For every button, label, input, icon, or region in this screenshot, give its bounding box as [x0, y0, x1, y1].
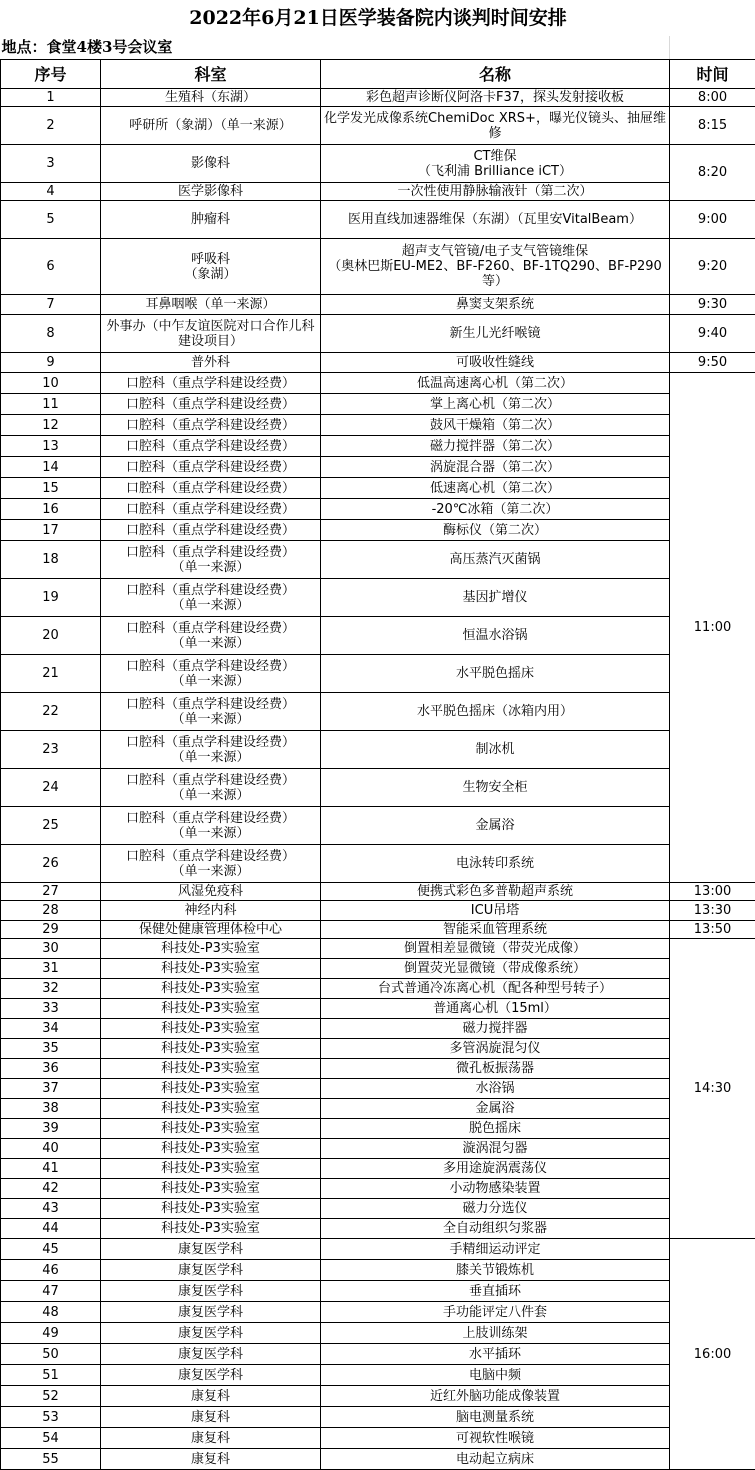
row-department[interactable]: 康复医学科	[101, 1239, 321, 1260]
row-time[interactable]: 9:40	[670, 315, 755, 353]
row-department[interactable]: 口腔科（重点学科建设经费）	[101, 415, 321, 436]
row-department[interactable]: 生殖科（东湖）	[101, 89, 321, 107]
row-number[interactable]: 7	[1, 295, 101, 315]
row-item-name[interactable]: 水浴锅	[321, 1079, 670, 1099]
row-number[interactable]: 5	[1, 201, 101, 239]
table-row	[1, 499, 755, 520]
row-item-name[interactable]: 超声支气管镜/电子支气管镜维保 （奥林巴斯EU-ME2、BF-F260、BF-1TQ290、BF-P290等）	[321, 239, 670, 295]
row-department[interactable]: 科技处-P3实验室	[101, 979, 321, 999]
table-row	[1, 1344, 755, 1365]
row-time[interactable]: 16:00	[670, 1239, 755, 1470]
row-number[interactable]: 52	[1, 1386, 101, 1407]
table-row	[1, 1407, 755, 1428]
row-number[interactable]: 13	[1, 436, 101, 457]
table-row	[1, 1019, 755, 1039]
table-row	[1, 145, 755, 183]
row-item-name[interactable]: 可吸收性缝线	[321, 353, 670, 373]
row-time[interactable]: 13:50	[670, 921, 755, 939]
table-row	[1, 979, 755, 999]
row-number[interactable]: 22	[1, 693, 101, 731]
row-item-name[interactable]: 电脑中频	[321, 1365, 670, 1386]
table-row	[1, 457, 755, 478]
table-row	[1, 1302, 755, 1323]
row-department[interactable]: 科技处-P3实验室	[101, 1039, 321, 1059]
row-department[interactable]: 口腔科（重点学科建设经费）	[101, 520, 321, 541]
row-item-name[interactable]: 鼻窦支架系统	[321, 295, 670, 315]
row-number[interactable]: 41	[1, 1159, 101, 1179]
row-department[interactable]: 科技处-P3实验室	[101, 1059, 321, 1079]
row-department[interactable]: 耳鼻咽喉（单一来源）	[101, 295, 321, 315]
row-department[interactable]: 影像科	[101, 145, 321, 183]
row-number[interactable]: 36	[1, 1059, 101, 1079]
row-number[interactable]: 26	[1, 845, 101, 883]
row-item-name[interactable]: 低温高速离心机（第二次）	[321, 373, 670, 394]
header-time[interactable]: 时间	[670, 60, 755, 89]
row-number[interactable]: 18	[1, 541, 101, 579]
row-item-name[interactable]: 倒置荧光显微镜（带成像系统）	[321, 959, 670, 979]
row-number[interactable]: 42	[1, 1179, 101, 1199]
row-item-name[interactable]: 生物安全柜	[321, 769, 670, 807]
row-department[interactable]: 科技处-P3实验室	[101, 1159, 321, 1179]
row-department[interactable]: 科技处-P3实验室	[101, 999, 321, 1019]
row-department[interactable]: 口腔科（重点学科建设经费）	[101, 499, 321, 520]
row-number[interactable]: 39	[1, 1119, 101, 1139]
row-time[interactable]: 9:50	[670, 353, 755, 373]
row-department[interactable]: 康复医学科	[101, 1323, 321, 1344]
row-number[interactable]: 51	[1, 1365, 101, 1386]
row-number[interactable]: 43	[1, 1199, 101, 1219]
row-number[interactable]: 20	[1, 617, 101, 655]
table-row	[1, 1386, 755, 1407]
row-number[interactable]: 28	[1, 901, 101, 921]
row-time[interactable]: 8:20	[670, 145, 755, 201]
table-row	[1, 731, 755, 769]
table-row	[1, 1428, 755, 1449]
table-row	[1, 520, 755, 541]
row-department[interactable]: 科技处-P3实验室	[101, 1099, 321, 1119]
table-row	[1, 478, 755, 499]
row-department[interactable]: 口腔科（重点学科建设经费）	[101, 394, 321, 415]
table-row	[1, 1139, 755, 1159]
row-item-name[interactable]: 化学发光成像系统ChemiDoc XRS+，曝光仪镜头、抽屉维修	[321, 107, 670, 145]
row-department[interactable]: 口腔科（重点学科建设经费）	[101, 436, 321, 457]
row-item-name[interactable]: 恒温水浴锅	[321, 617, 670, 655]
row-number[interactable]: 17	[1, 520, 101, 541]
row-number[interactable]: 15	[1, 478, 101, 499]
table-row	[1, 617, 755, 655]
row-number[interactable]: 35	[1, 1039, 101, 1059]
row-number[interactable]: 44	[1, 1219, 101, 1239]
row-item-name[interactable]: 可视软性喉镜	[321, 1428, 670, 1449]
row-time[interactable]: 8:00	[670, 89, 755, 107]
row-number[interactable]: 3	[1, 145, 101, 183]
row-department[interactable]: 口腔科（重点学科建设经费） （单一来源）	[101, 769, 321, 807]
row-time[interactable]: 9:30	[670, 295, 755, 315]
row-department[interactable]: 康复医学科	[101, 1260, 321, 1281]
row-number[interactable]: 38	[1, 1099, 101, 1119]
row-number[interactable]: 54	[1, 1428, 101, 1449]
table-row	[1, 201, 755, 239]
row-department[interactable]: 口腔科（重点学科建设经费） （单一来源）	[101, 845, 321, 883]
table-row	[1, 415, 755, 436]
row-time[interactable]: 13:00	[670, 883, 755, 901]
row-item-name[interactable]: 台式普通冷冻离心机（配各种型号转子）	[321, 979, 670, 999]
row-department[interactable]: 科技处-P3实验室	[101, 1019, 321, 1039]
table-row	[1, 1059, 755, 1079]
table-row	[1, 579, 755, 617]
row-department[interactable]: 口腔科（重点学科建设经费） （单一来源）	[101, 541, 321, 579]
table-row	[1, 1260, 755, 1281]
row-time[interactable]: 14:30	[670, 939, 755, 1239]
row-number[interactable]: 46	[1, 1260, 101, 1281]
row-item-name[interactable]: 低速离心机（第二次）	[321, 478, 670, 499]
table-row	[1, 239, 755, 295]
row-number[interactable]: 6	[1, 239, 101, 295]
table-row	[1, 939, 755, 959]
row-department[interactable]: 口腔科（重点学科建设经费） （单一来源）	[101, 655, 321, 693]
row-number[interactable]: 27	[1, 883, 101, 901]
row-number[interactable]: 10	[1, 373, 101, 394]
row-department[interactable]: 呼吸科 （象湖）	[101, 239, 321, 295]
row-department[interactable]: 口腔科（重点学科建设经费）	[101, 457, 321, 478]
table-row	[1, 373, 755, 394]
table-row	[1, 1323, 755, 1344]
row-time[interactable]: 9:00	[670, 201, 755, 239]
table-row	[1, 1449, 755, 1470]
row-item-name[interactable]: 膝关节锻炼机	[321, 1260, 670, 1281]
table-row	[1, 436, 755, 457]
row-department[interactable]: 普外科	[101, 353, 321, 373]
row-item-name[interactable]: 电动起立病床	[321, 1449, 670, 1470]
row-department[interactable]: 肿瘤科	[101, 201, 321, 239]
table-row	[1, 1179, 755, 1199]
row-time[interactable]: 11:00	[670, 373, 755, 883]
row-number[interactable]: 12	[1, 415, 101, 436]
row-number[interactable]: 4	[1, 183, 101, 201]
table-row	[1, 1159, 755, 1179]
row-department[interactable]: 口腔科（重点学科建设经费） （单一来源）	[101, 579, 321, 617]
row-department[interactable]: 科技处-P3实验室	[101, 1079, 321, 1099]
row-number[interactable]: 45	[1, 1239, 101, 1260]
row-number[interactable]: 48	[1, 1302, 101, 1323]
row-item-name[interactable]: 新生儿光纤喉镜	[321, 315, 670, 353]
row-department[interactable]: 保健处健康管理体检中心	[101, 921, 321, 939]
row-item-name[interactable]: 涡旋混合器（第二次）	[321, 457, 670, 478]
table-row	[1, 315, 755, 353]
row-item-name[interactable]: 漩涡混匀器	[321, 1139, 670, 1159]
row-number[interactable]: 55	[1, 1449, 101, 1470]
row-department[interactable]: 口腔科（重点学科建设经费） （单一来源）	[101, 807, 321, 845]
row-department[interactable]: 康复医学科	[101, 1302, 321, 1323]
row-department[interactable]: 科技处-P3实验室	[101, 1139, 321, 1159]
row-item-name[interactable]: 智能采血管理系统	[321, 921, 670, 939]
row-item-name[interactable]: 一次性使用静脉输液针（第二次）	[321, 183, 670, 201]
sheet-title[interactable]: 2022年6月21日医学装备院内谈判时间安排	[1, 0, 755, 36]
location-empty-cell[interactable]	[670, 36, 755, 60]
table-row	[1, 541, 755, 579]
table-row	[1, 1039, 755, 1059]
row-department[interactable]: 医学影像科	[101, 183, 321, 201]
row-department[interactable]: 科技处-P3实验室	[101, 1199, 321, 1219]
table-row	[1, 1079, 755, 1099]
row-number[interactable]: 9	[1, 353, 101, 373]
row-department[interactable]: 康复科	[101, 1407, 321, 1428]
table-row	[1, 89, 755, 107]
table-row	[1, 183, 755, 201]
row-number[interactable]: 14	[1, 457, 101, 478]
row-number[interactable]: 24	[1, 769, 101, 807]
table-row	[1, 655, 755, 693]
row-department[interactable]: 科技处-P3实验室	[101, 1119, 321, 1139]
row-number[interactable]: 40	[1, 1139, 101, 1159]
table-row	[1, 353, 755, 373]
table-row	[1, 107, 755, 145]
row-department[interactable]: 康复科	[101, 1386, 321, 1407]
table-row	[1, 1099, 755, 1119]
row-item-name[interactable]: 彩色超声诊断仪阿洛卡F37，探头发射接收板	[321, 89, 670, 107]
table-row	[1, 921, 755, 939]
table-row	[1, 1365, 755, 1386]
row-department[interactable]: 康复医学科	[101, 1281, 321, 1302]
row-item-name[interactable]: 手功能评定八件套	[321, 1302, 670, 1323]
row-time[interactable]: 8:15	[670, 107, 755, 145]
row-item-name[interactable]: CT维保 （飞利浦 Brilliance iCT）	[321, 145, 670, 183]
table-row	[1, 807, 755, 845]
row-item-name[interactable]: 鼓风干燥箱（第二次）	[321, 415, 670, 436]
row-department[interactable]: 口腔科（重点学科建设经费）	[101, 478, 321, 499]
row-item-name[interactable]: 磁力搅拌器（第二次）	[321, 436, 670, 457]
row-department[interactable]: 康复医学科	[101, 1344, 321, 1365]
row-item-name[interactable]: 脑电测量系统	[321, 1407, 670, 1428]
row-item-name[interactable]: 掌上离心机（第二次）	[321, 394, 670, 415]
row-number[interactable]: 8	[1, 315, 101, 353]
row-item-name[interactable]: 手精细运动评定	[321, 1239, 670, 1260]
table-row	[1, 845, 755, 883]
row-item-name[interactable]: 上肢训练架	[321, 1323, 670, 1344]
row-item-name[interactable]: 倒置相差显微镜（带荧光成像）	[321, 939, 670, 959]
location-label[interactable]: 地点：食堂4楼3号会议室	[1, 36, 670, 60]
table-row	[1, 959, 755, 979]
row-item-name[interactable]: 基因扩增仪	[321, 579, 670, 617]
row-number[interactable]: 16	[1, 499, 101, 520]
row-item-name[interactable]: 多用途旋涡震荡仪	[321, 1159, 670, 1179]
row-department[interactable]: 科技处-P3实验室	[101, 1179, 321, 1199]
row-item-name[interactable]: 多管涡旋混匀仪	[321, 1039, 670, 1059]
row-department[interactable]: 风湿免疫科	[101, 883, 321, 901]
header-name[interactable]: 名称	[321, 60, 670, 89]
row-number[interactable]: 32	[1, 979, 101, 999]
row-item-name[interactable]: 医用直线加速器维保（东湖）（瓦里安VitalBeam）	[321, 201, 670, 239]
row-department[interactable]: 口腔科（重点学科建设经费） （单一来源）	[101, 617, 321, 655]
table-row	[1, 1239, 755, 1260]
row-number[interactable]: 47	[1, 1281, 101, 1302]
row-number[interactable]: 53	[1, 1407, 101, 1428]
table-row	[1, 883, 755, 901]
row-number[interactable]: 25	[1, 807, 101, 845]
row-department[interactable]: 康复科	[101, 1428, 321, 1449]
row-department[interactable]: 呼研所（象湖）（单一来源）	[101, 107, 321, 145]
table-row	[1, 1119, 755, 1139]
row-item-name[interactable]: ICU吊塔	[321, 901, 670, 921]
row-number[interactable]: 29	[1, 921, 101, 939]
row-number[interactable]: 37	[1, 1079, 101, 1099]
row-item-name[interactable]: 水平脱色摇床	[321, 655, 670, 693]
row-number[interactable]: 11	[1, 394, 101, 415]
row-item-name[interactable]: 微孔板振荡器	[321, 1059, 670, 1079]
row-number[interactable]: 23	[1, 731, 101, 769]
row-item-name[interactable]: 垂直插环	[321, 1281, 670, 1302]
row-item-name[interactable]: 小动物感染装置	[321, 1179, 670, 1199]
row-item-name[interactable]: 金属浴	[321, 807, 670, 845]
table-row	[1, 999, 755, 1019]
row-item-name[interactable]: 磁力搅拌器	[321, 1019, 670, 1039]
table-row	[1, 1199, 755, 1219]
table-row	[1, 1219, 755, 1239]
row-time[interactable]: 13:30	[670, 901, 755, 921]
row-item-name[interactable]: 制冰机	[321, 731, 670, 769]
row-department[interactable]: 科技处-P3实验室	[101, 939, 321, 959]
row-department[interactable]: 康复科	[101, 1449, 321, 1470]
row-item-name[interactable]: 普通离心机（15ml）	[321, 999, 670, 1019]
table-row	[1, 693, 755, 731]
row-department[interactable]: 康复医学科	[101, 1365, 321, 1386]
row-number[interactable]: 50	[1, 1344, 101, 1365]
row-item-name[interactable]: 脱色摇床	[321, 1119, 670, 1139]
row-department[interactable]: 口腔科（重点学科建设经费）	[101, 373, 321, 394]
row-item-name[interactable]: 近红外脑功能成像装置	[321, 1386, 670, 1407]
row-item-name[interactable]: 便携式彩色多普勒超声系统	[321, 883, 670, 901]
row-number[interactable]: 2	[1, 107, 101, 145]
row-number[interactable]: 33	[1, 999, 101, 1019]
row-department[interactable]: 外事办（中乍友谊医院对口合作儿科建设项目）	[101, 315, 321, 353]
row-department[interactable]: 科技处-P3实验室	[101, 959, 321, 979]
row-item-name[interactable]: 全自动组织匀浆器	[321, 1219, 670, 1239]
table-row	[1, 901, 755, 921]
row-item-name[interactable]: 磁力分选仪	[321, 1199, 670, 1219]
row-item-name[interactable]: -20℃冰箱（第二次）	[321, 499, 670, 520]
row-number[interactable]: 31	[1, 959, 101, 979]
table-row	[1, 1281, 755, 1302]
table-row	[1, 394, 755, 415]
table-row	[1, 769, 755, 807]
row-number[interactable]: 49	[1, 1323, 101, 1344]
row-department[interactable]: 口腔科（重点学科建设经费） （单一来源）	[101, 693, 321, 731]
row-department[interactable]: 科技处-P3实验室	[101, 1219, 321, 1239]
header-dept[interactable]: 科室	[101, 60, 321, 89]
row-item-name[interactable]: 水平插环	[321, 1344, 670, 1365]
row-number[interactable]: 1	[1, 89, 101, 107]
table-row	[1, 295, 755, 315]
row-number[interactable]: 34	[1, 1019, 101, 1039]
row-time[interactable]: 9:20	[670, 239, 755, 295]
row-department[interactable]: 神经内科	[101, 901, 321, 921]
row-department[interactable]: 口腔科（重点学科建设经费） （单一来源）	[101, 731, 321, 769]
row-item-name[interactable]: 酶标仪（第二次）	[321, 520, 670, 541]
row-item-name[interactable]: 金属浴	[321, 1099, 670, 1119]
row-item-name[interactable]: 水平脱色摇床（冰箱内用）	[321, 693, 670, 731]
row-item-name[interactable]: 高压蒸汽灭菌锅	[321, 541, 670, 579]
row-number[interactable]: 19	[1, 579, 101, 617]
row-number[interactable]: 30	[1, 939, 101, 959]
header-row	[1, 60, 755, 89]
header-no[interactable]: 序号	[1, 60, 101, 89]
row-item-name[interactable]: 电泳转印系统	[321, 845, 670, 883]
row-number[interactable]: 21	[1, 655, 101, 693]
